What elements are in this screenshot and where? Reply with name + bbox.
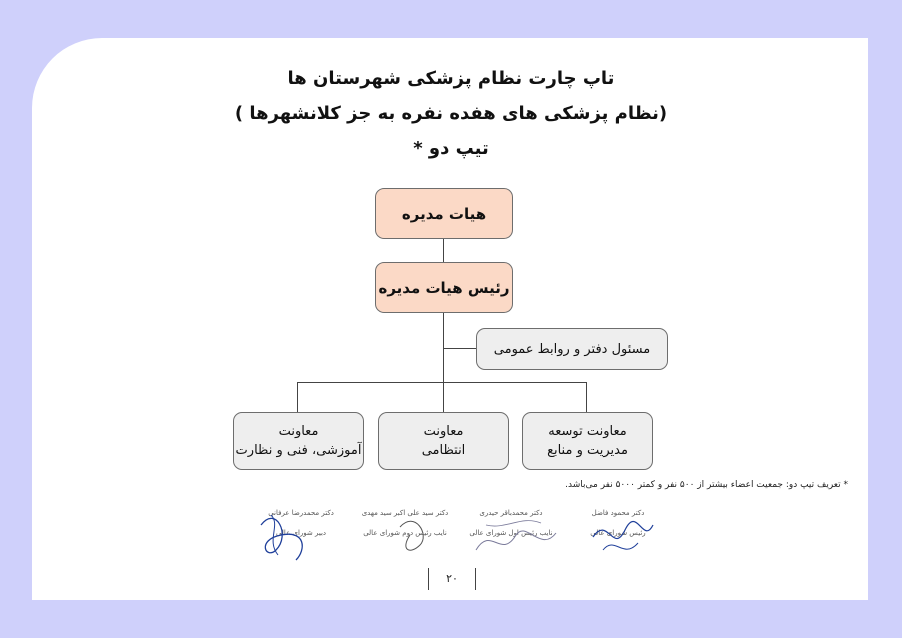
connector-office <box>443 348 477 349</box>
signatory-name: دکتر سید علی اکبر سید مهدی <box>361 509 449 517</box>
signature-block <box>236 505 366 565</box>
office-label: مسئول دفتر و روابط عمومی <box>493 341 651 357</box>
office-box <box>476 328 668 370</box>
signatory-role: نایب رئیس اول شورای عالی <box>469 529 553 537</box>
deputy-label: معاونت <box>278 424 319 439</box>
deputy-box-development <box>522 412 653 470</box>
signatory-name: دکتر محمدرضا عرفانی <box>268 509 334 517</box>
title-line-2: (نظام پزشکی های هفده نفره به جز کلانشهرها ) <box>234 103 668 124</box>
signatory-role: رئیس شورای عالی <box>590 529 646 537</box>
deputy-label: مدیریت و منابع <box>547 443 628 458</box>
board-label: هیات مدیره <box>401 204 487 223</box>
board-box <box>375 188 513 239</box>
signatory-name: دکتر محمدباقر حیدری <box>479 509 543 517</box>
deputy-label: آموزشی، فنی و نظارت <box>235 443 362 458</box>
connector-horizontal <box>297 382 586 383</box>
signatory-role: نایب رئیس دوم شورای عالی <box>363 529 447 537</box>
deputy-box-disciplinary <box>378 412 509 470</box>
title-line-1: تاپ چارت نظام پزشکی شهرستان ها <box>287 68 615 89</box>
connector-deputy-mid <box>443 382 444 412</box>
chair-box <box>375 262 513 313</box>
connector-deputy-right <box>586 382 587 412</box>
chair-label: رئیس هیات مدیره <box>378 278 510 297</box>
page-number: ۲۰ <box>428 568 476 590</box>
signature-scribble-icon <box>236 505 366 565</box>
connector-chair-trunk <box>443 312 444 382</box>
title-line-3: تیپ دو * <box>413 138 489 159</box>
deputy-box-education <box>233 412 364 470</box>
signatory-name: دکتر محمود فاضل <box>591 509 645 517</box>
connector-board-chair <box>443 238 444 262</box>
deputy-label: معاونت <box>423 424 464 439</box>
deputy-label: انتظامی <box>421 443 466 458</box>
footnote: * تعریف تیپ دو: جمعیت اعضاء بیشتر از ۵۰۰ نفر و کمتر ۵۰۰۰ نفر می‌باشد. <box>565 480 848 490</box>
connector-deputy-left <box>297 382 298 412</box>
deputy-label: معاونت توسعه <box>548 424 627 439</box>
signatory-role: دبیر شورای عالی <box>275 529 327 537</box>
